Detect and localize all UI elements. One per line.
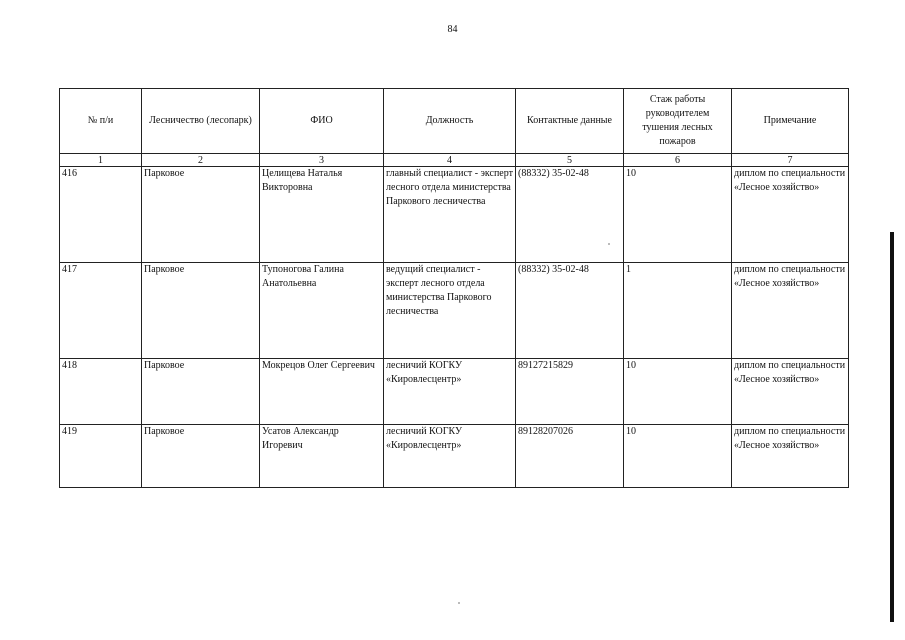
cell-row-number: 419 xyxy=(60,425,142,488)
header-row xyxy=(60,89,849,154)
cell-forestry: Парковое xyxy=(142,359,260,425)
cell-experience: 10 xyxy=(624,167,732,263)
cell-forestry: Парковое xyxy=(142,263,260,359)
cell-full-name: Мокрецов Олег Сергеевич xyxy=(260,359,384,425)
column-number: 2 xyxy=(142,154,260,167)
header-row-number: № п/и xyxy=(60,89,142,154)
scan-edge-bar xyxy=(890,232,894,622)
cell-row-number: 417 xyxy=(60,263,142,359)
scan-speck xyxy=(458,602,460,604)
cell-row-number: 418 xyxy=(60,359,142,425)
cell-contact: (88332) 35-02-48 xyxy=(516,167,624,263)
header-experience: Стаж работы руководителем тушения лесных пожаров xyxy=(624,89,732,154)
cell-position: ведущий специалист - эксперт лесного отдела министерства Паркового лесничества xyxy=(384,263,516,359)
cell-full-name: Тупоногова Галина Анатольевна xyxy=(260,263,384,359)
cell-experience: 1 xyxy=(624,263,732,359)
cell-note: диплом по специальности «Лесное хозяйство» xyxy=(732,425,849,488)
scan-speck xyxy=(608,243,610,245)
cell-note: диплом по специальности «Лесное хозяйство» xyxy=(732,263,849,359)
header-full-name: ФИО xyxy=(260,89,384,154)
table-row xyxy=(60,263,849,359)
column-number: 3 xyxy=(260,154,384,167)
cell-position: лесничий КОГКУ «Кировлесцентр» xyxy=(384,425,516,488)
cell-full-name: Целищева Наталья Викторовна xyxy=(260,167,384,263)
cell-note: диплом по специальности «Лесное хозяйство» xyxy=(732,167,849,263)
column-number: 4 xyxy=(384,154,516,167)
header-note: Примечание xyxy=(732,89,849,154)
table-row xyxy=(60,167,849,263)
column-number: 7 xyxy=(732,154,849,167)
column-number: 6 xyxy=(624,154,732,167)
cell-contact: (88332) 35-02-48 xyxy=(516,263,624,359)
column-number: 5 xyxy=(516,154,624,167)
fire-management-personnel-table xyxy=(59,88,849,488)
column-number-row xyxy=(60,154,849,167)
cell-position: главный специалист - эксперт лесного отдела министерства Паркового лесничества xyxy=(384,167,516,263)
cell-experience: 10 xyxy=(624,425,732,488)
header-contact: Контактные данные xyxy=(516,89,624,154)
header-forestry: Лесничество (лесопарк) xyxy=(142,89,260,154)
page-number: 84 xyxy=(447,24,458,35)
column-number: 1 xyxy=(60,154,142,167)
cell-note: диплом по специальности «Лесное хозяйство» xyxy=(732,359,849,425)
cell-forestry: Парковое xyxy=(142,167,260,263)
cell-experience: 10 xyxy=(624,359,732,425)
cell-forestry: Парковое xyxy=(142,425,260,488)
cell-full-name: Усатов Александр Игоревич xyxy=(260,425,384,488)
table-row xyxy=(60,425,849,488)
cell-position: лесничий КОГКУ «Кировлесцентр» xyxy=(384,359,516,425)
cell-row-number: 416 xyxy=(60,167,142,263)
table-row xyxy=(60,359,849,425)
cell-contact: 89128207026 xyxy=(516,425,624,488)
cell-contact: 89127215829 xyxy=(516,359,624,425)
header-position: Должность xyxy=(384,89,516,154)
